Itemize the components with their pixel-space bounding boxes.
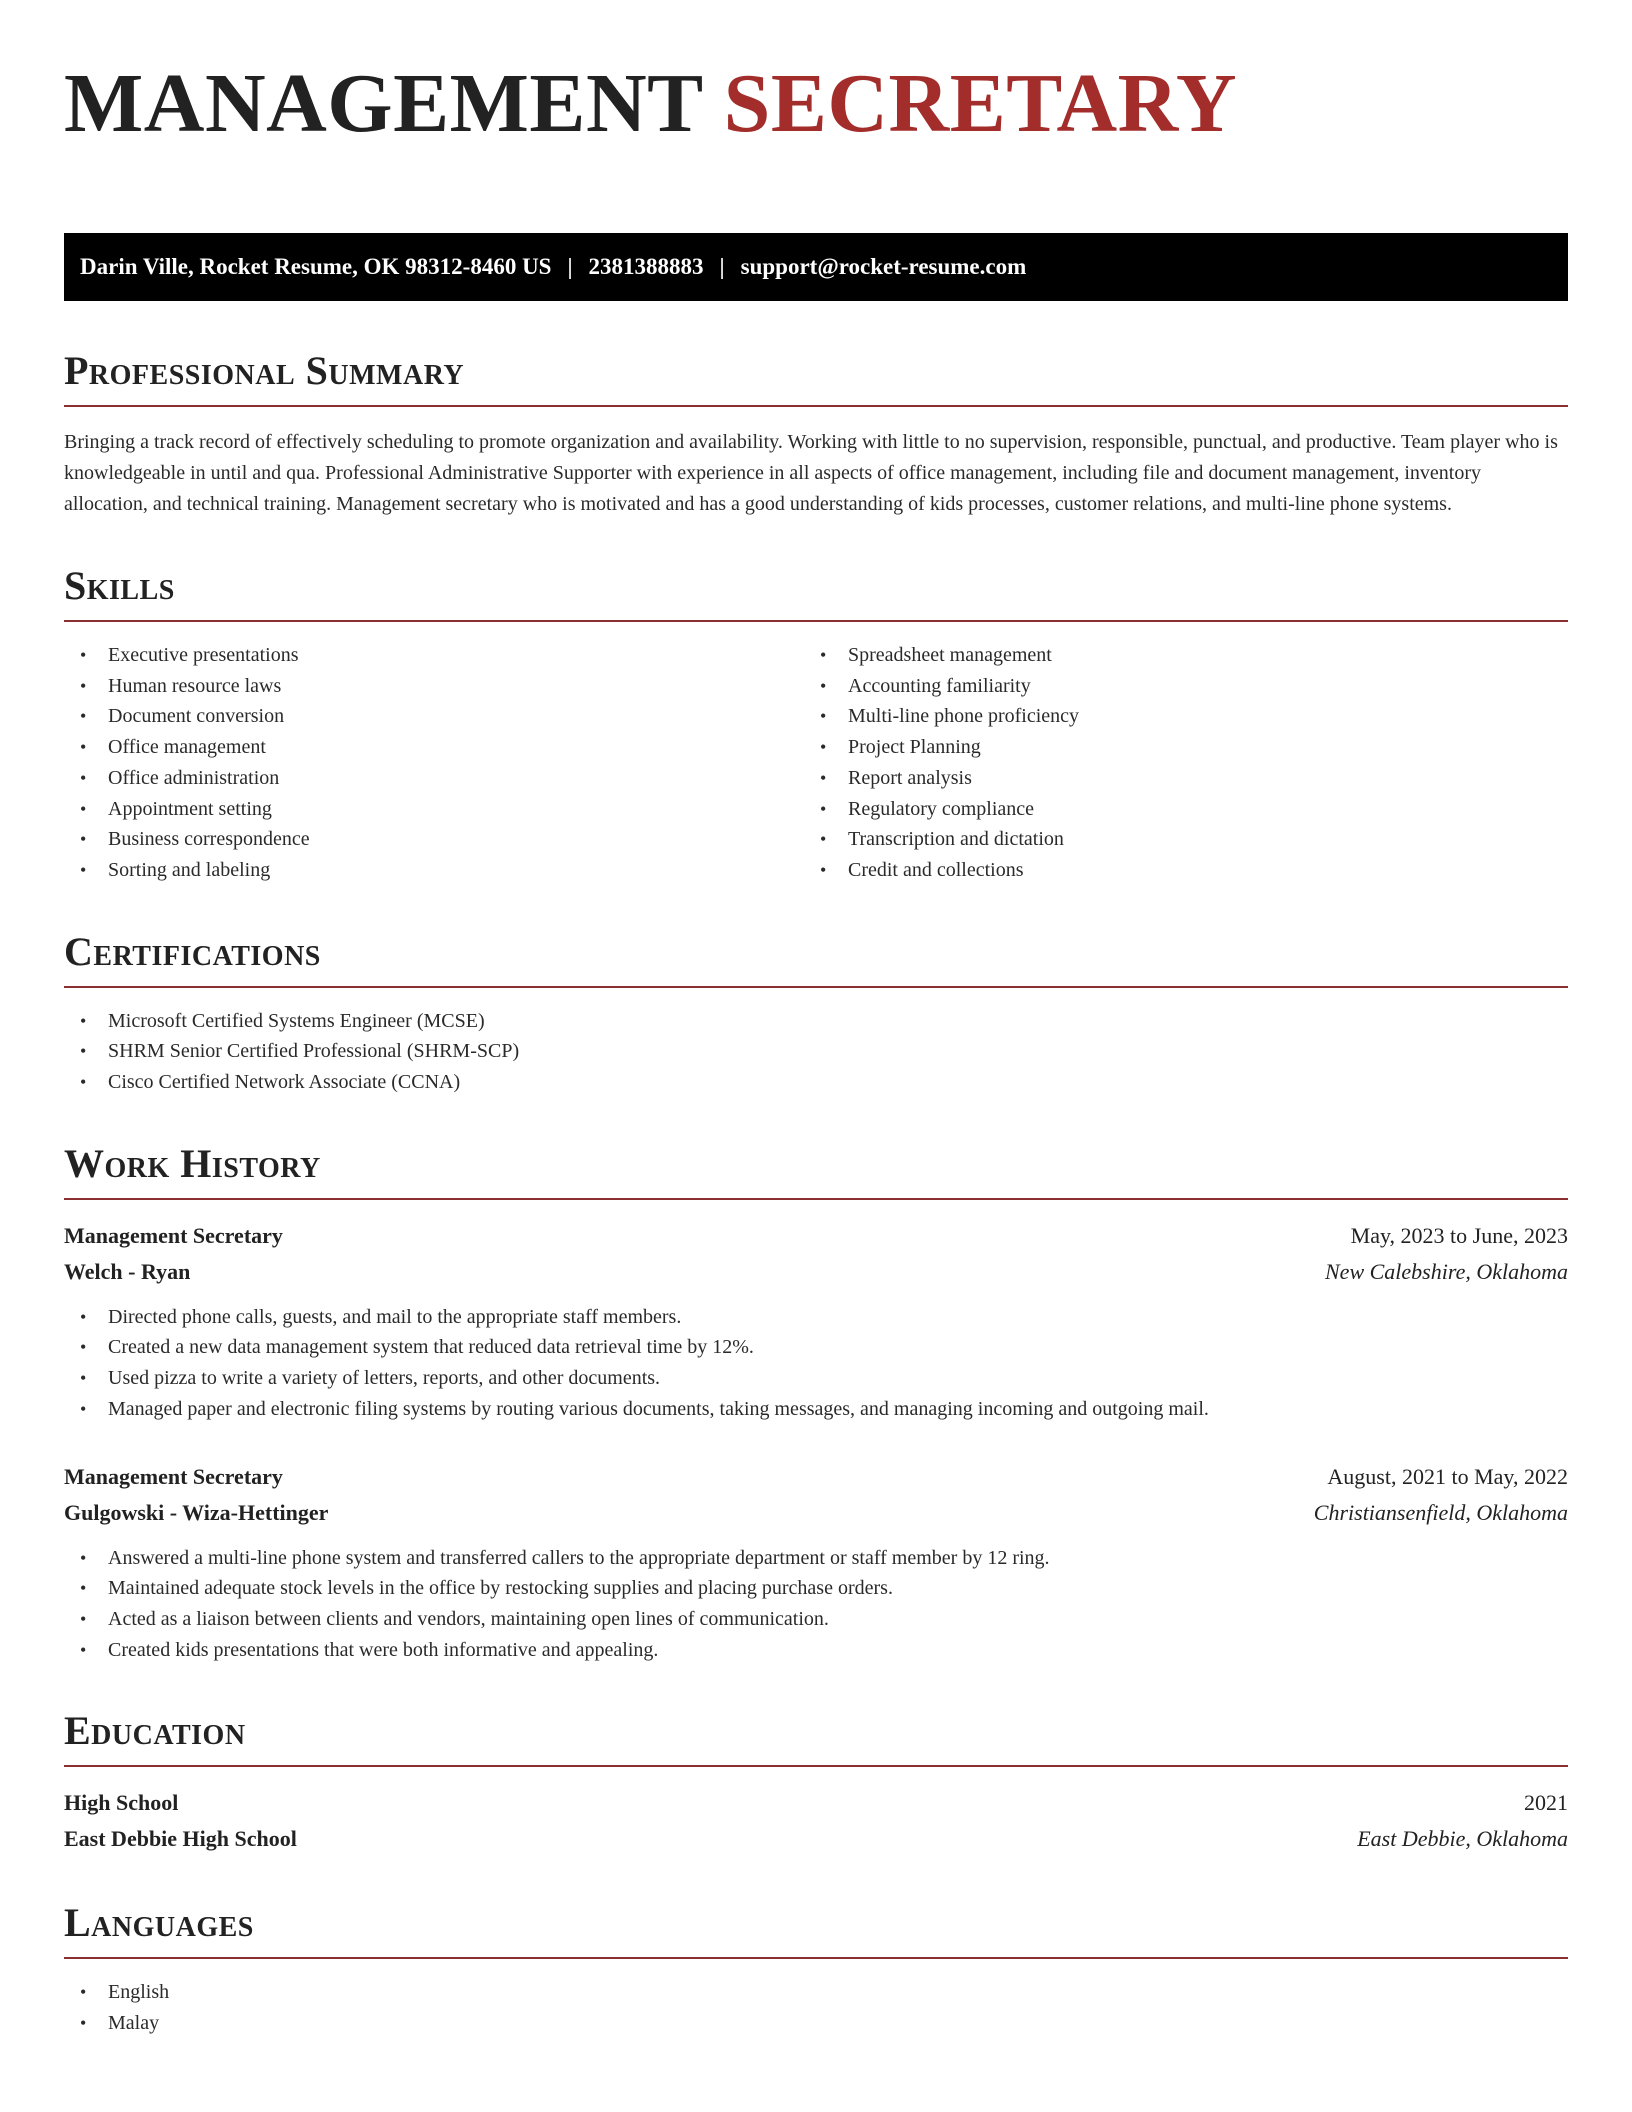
bullet-icon: • [80,829,87,850]
certifications-list [64,1006,1568,1098]
section-title-summary: Professional Summary [64,349,1568,407]
skill-item: • Credit and collections [804,855,1544,886]
contact-phone: 2381388883 [588,254,704,279]
bullet-icon: • [80,1337,87,1358]
job-location: Christiansenfield, Oklahoma [1313,1499,1568,1525]
job-header-row [64,1459,1568,1495]
skills-column-right [804,640,1544,886]
bullet-icon: • [80,859,87,880]
bullet-icon: • [80,645,87,665]
language-item: • English [64,1977,1568,2008]
work-history-section [64,1142,1568,1666]
skill-item: • Human resource laws [64,671,804,702]
bullet-icon: • [80,675,87,696]
contact-bar [64,233,1568,301]
skill-item: • Office management [64,732,804,763]
bullet-icon: • [820,859,827,880]
certification-item: • Cisco Certified Network Associate (CCNA) [64,1067,1568,1098]
skills-section [64,564,1568,886]
job-duty-item: • Maintained adequate stock levels in the office by restocking supplies and placing purchase orders. [64,1573,1568,1604]
job-company: Welch - Ryan [64,1258,191,1284]
skill-item: • Regulatory compliance [804,794,1544,825]
skill-item: • Report analysis [804,763,1544,794]
bullet-icon: • [80,1041,87,1062]
skill-item: • Project Planning [804,732,1544,763]
education-location: East Debbie, Oklahoma [1357,1826,1568,1852]
job-role: Management Secretary [64,1222,283,1248]
section-title-languages: Languages [64,1901,1568,1959]
bullet-icon: • [80,1982,87,2003]
skill-item: • Executive presentations [64,640,804,671]
job-duty-item: • Directed phone calls, guests, and mail to the appropriate staff members. [64,1302,1568,1333]
education-school: East Debbie High School [64,1826,297,1852]
certifications-section [64,930,1568,1098]
bullet-icon: • [80,2013,87,2034]
job-duty-item: • Managed paper and electronic filing systems by routing various documents, taking messages, and managing incoming and outgoing mail. [64,1394,1568,1425]
job-company-row [64,1495,1568,1531]
bullet-icon: • [820,675,827,696]
bullet-icon: • [80,1547,87,1568]
section-title-certifications: Certifications [64,930,1568,988]
education-section [64,1709,1568,1857]
job-duties-list [64,1302,1568,1425]
education-degree: High School [64,1790,179,1816]
contact-separator: | [567,254,573,279]
bullet-icon: • [80,1368,87,1389]
bullet-icon: • [80,1578,87,1599]
job-company-row [64,1254,1568,1290]
skill-item: • Multi-line phone proficiency [804,701,1544,732]
education-school-row [64,1821,1568,1857]
bullet-icon: • [80,737,87,758]
bullet-icon: • [80,1072,87,1093]
job-header-row [64,1218,1568,1254]
skills-list-left [64,640,804,886]
education-year: 2021 [1524,1790,1568,1816]
skill-item: • Spreadsheet management [804,640,1544,671]
job-entry [64,1218,1568,1425]
job-location: New Calebshire, Oklahoma [1325,1258,1568,1284]
name-first: MANAGEMENT [64,57,703,150]
skill-item: • Transcription and dictation [804,824,1544,855]
name-last: SECRETARY [723,57,1238,150]
job-company: Gulgowski - Wiza-Hettinger [64,1499,329,1525]
skill-item: • Sorting and labeling [64,855,804,886]
job-dates: May, 2023 to June, 2023 [1350,1222,1568,1248]
bullet-icon: • [820,706,827,727]
bullet-icon: • [80,798,87,819]
section-title-work-history: Work History [64,1142,1568,1200]
bullet-icon: • [80,767,87,788]
education-header-row [64,1785,1568,1821]
skill-item: • Appointment setting [64,794,804,825]
job-duty-item: • Created kids presentations that were both informative and appealing. [64,1635,1568,1666]
skills-column-left [64,640,804,886]
bullet-icon: • [80,1608,87,1629]
bullet-icon: • [820,798,827,819]
certification-item: • Microsoft Certified Systems Engineer (MCSE) [64,1006,1568,1037]
contact-email: support@rocket-resume.com [740,254,1027,279]
job-duty-item: • Created a new data management system that reduced data retrieval time by 12%. [64,1332,1568,1363]
bullet-icon: • [820,737,827,758]
job-dates: August, 2021 to May, 2022 [1327,1463,1568,1489]
bullet-icon: • [80,1010,87,1031]
section-title-skills: Skills [64,564,1568,622]
skills-grid [64,640,1568,886]
job-entry [64,1459,1568,1666]
language-item: • Malay [64,2008,1568,2039]
languages-list [64,1977,1568,2038]
job-duty-item: • Answered a multi-line phone system and transferred callers to the appropriate department or staff member by 12 ring. [64,1543,1568,1574]
summary-section [64,349,1568,520]
certification-item: • SHRM Senior Certified Professional (SHRM-SCP) [64,1036,1568,1067]
skill-item: • Business correspondence [64,824,804,855]
bullet-icon: • [80,1306,87,1327]
skills-list-right [804,640,1544,886]
bullet-icon: • [80,1398,87,1419]
job-duty-item: • Acted as a liaison between clients and vendors, maintaining open lines of communication. [64,1604,1568,1635]
contact-separator: | [719,254,725,279]
job-duties-list [64,1543,1568,1666]
contact-address: Darin Ville, Rocket Resume, OK 98312-8460 US [80,254,552,279]
bullet-icon: • [80,706,87,727]
job-role: Management Secretary [64,1463,283,1489]
job-duty-item: • Used pizza to write a variety of letters, reports, and other documents. [64,1363,1568,1394]
summary-text: Bringing a track record of effectively scheduling to promote organization and availability. Working with little to no supervision, responsible, punctual, and productive. Team player who is knowledgeable in until and qua. Professional Administrative Supporter with experience in all aspects of office management, including file and document management, inventory allocation, and technical training. Management secretary who is motivated and has a good understanding of kids processes, customer relations, and multi-line phone systems. [64,431,1558,515]
languages-section [64,1901,1568,2038]
candidate-name [64,58,1568,162]
skill-item: • Office administration [64,763,804,794]
education-entry [64,1785,1568,1857]
skill-item: • Document conversion [64,701,804,732]
skill-item: • Accounting familiarity [804,671,1544,702]
bullet-icon: • [820,829,827,850]
section-title-education: Education [64,1709,1568,1767]
bullet-icon: • [820,767,827,788]
bullet-icon: • [80,1639,87,1660]
bullet-icon: • [820,645,827,665]
